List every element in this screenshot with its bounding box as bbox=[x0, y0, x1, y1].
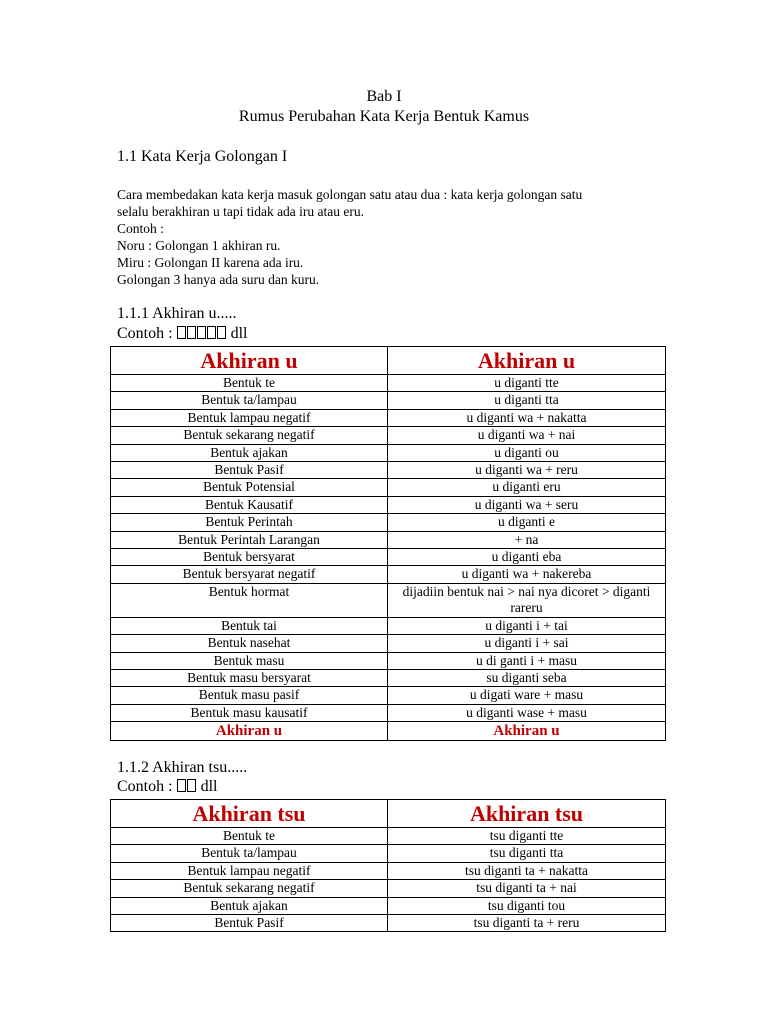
contoh-label: Contoh : bbox=[117, 778, 173, 795]
table-cell: Bentuk sekarang negatif bbox=[111, 880, 388, 897]
table-cell: Bentuk tai bbox=[111, 617, 388, 634]
table-cell: Bentuk lampau negatif bbox=[111, 862, 388, 879]
chapter-title: Bab I bbox=[366, 88, 402, 105]
table-row bbox=[111, 566, 666, 583]
paragraph-line: Noru : Golongan 1 akhiran ru. bbox=[117, 238, 281, 253]
table-row bbox=[111, 409, 666, 426]
contoh-suffix: dll bbox=[200, 778, 218, 795]
contoh-line-u bbox=[117, 325, 247, 343]
table-row bbox=[111, 897, 666, 914]
paragraph-line: Cara membedakan kata kerja masuk golongan satu atau dua : kata kerja golongan satu bbox=[117, 187, 583, 202]
table-cell: Bentuk te bbox=[111, 828, 388, 845]
paragraph-line: Golongan 3 hanya ada suru dan kuru. bbox=[117, 272, 320, 287]
table-cell: Bentuk masu kausatif bbox=[111, 704, 388, 721]
table-cell: u diganti i + tai bbox=[388, 617, 666, 634]
table-cell: Bentuk bersyarat negatif bbox=[111, 566, 388, 583]
table-row bbox=[111, 617, 666, 634]
table-row bbox=[111, 427, 666, 444]
table-cell: u diganti eba bbox=[388, 549, 666, 566]
table-row bbox=[111, 845, 666, 862]
table-cell: u diganti wa + nakatta bbox=[388, 409, 666, 426]
table-row bbox=[111, 375, 666, 392]
contoh-label: Contoh : bbox=[117, 325, 173, 342]
table-row bbox=[111, 652, 666, 669]
table-row bbox=[111, 479, 666, 496]
table-cell: u diganti wase + masu bbox=[388, 704, 666, 721]
table-row bbox=[111, 862, 666, 879]
table-header-row bbox=[111, 800, 666, 828]
table-cell: Bentuk Perintah Larangan bbox=[111, 531, 388, 548]
missing-glyph-boxes bbox=[177, 778, 197, 795]
table-row bbox=[111, 915, 666, 932]
paragraph-line: selalu berakhiran u tapi tidak ada iru atau eru. bbox=[117, 204, 365, 219]
table-row bbox=[111, 462, 666, 479]
table-header-cell: Akhiran tsu bbox=[111, 800, 388, 828]
table-cell: Bentuk ta/lampau bbox=[111, 392, 388, 409]
missing-glyph-boxes bbox=[177, 325, 227, 342]
table-cell: tsu diganti tte bbox=[388, 828, 666, 845]
table-cell: Bentuk masu pasif bbox=[111, 687, 388, 704]
table-footer-cell: Akhiran u bbox=[388, 722, 666, 741]
table-row bbox=[111, 531, 666, 548]
table-footer-cell: Akhiran u bbox=[111, 722, 388, 741]
contoh-line-tsu bbox=[117, 778, 217, 796]
table-cell: Bentuk Pasif bbox=[111, 915, 388, 932]
table-header-cell: Akhiran u bbox=[388, 347, 666, 375]
table-row bbox=[111, 828, 666, 845]
table-cell: u diganti wa + nai bbox=[388, 427, 666, 444]
table-cell: Bentuk te bbox=[111, 375, 388, 392]
table-cell: u diganti tte bbox=[388, 375, 666, 392]
table-footer-row bbox=[111, 722, 666, 741]
table-cell: u digati ware + masu bbox=[388, 687, 666, 704]
table-cell: Bentuk ajakan bbox=[111, 897, 388, 914]
table-row bbox=[111, 514, 666, 531]
table-cell: + na bbox=[388, 531, 666, 548]
contoh-suffix: dll bbox=[230, 325, 248, 342]
table-cell: su diganti seba bbox=[388, 669, 666, 686]
table-row bbox=[111, 583, 666, 617]
table-cell: Bentuk Perintah bbox=[111, 514, 388, 531]
table-header-cell: Akhiran tsu bbox=[388, 800, 666, 828]
paragraph-line: Miru : Golongan II karena ada iru. bbox=[117, 255, 304, 270]
table-row bbox=[111, 392, 666, 409]
section-paragraph bbox=[117, 186, 677, 288]
section-heading-1-1-1: 1.1.1 Akhiran u..... bbox=[117, 305, 237, 322]
table-cell: u diganti wa + nakereba bbox=[388, 566, 666, 583]
table-row bbox=[111, 549, 666, 566]
table-cell: u diganti tta bbox=[388, 392, 666, 409]
paragraph-line: Contoh : bbox=[117, 221, 164, 236]
table-cell: dijadiin bentuk nai > nai nya dicoret > diganti rareru bbox=[388, 583, 666, 617]
table-cell: Bentuk nasehat bbox=[111, 635, 388, 652]
table-cell: u diganti i + sai bbox=[388, 635, 666, 652]
table-row bbox=[111, 704, 666, 721]
table-cell: u diganti e bbox=[388, 514, 666, 531]
table-row bbox=[111, 687, 666, 704]
akhiran-u-table bbox=[110, 346, 666, 741]
table-cell: tsu diganti tou bbox=[388, 897, 666, 914]
table-cell: Bentuk Potensial bbox=[111, 479, 388, 496]
table-cell: tsu diganti ta + reru bbox=[388, 915, 666, 932]
table-cell: Bentuk Pasif bbox=[111, 462, 388, 479]
table-cell: Bentuk masu bbox=[111, 652, 388, 669]
table-cell: Bentuk bersyarat bbox=[111, 549, 388, 566]
table-cell: Bentuk masu bersyarat bbox=[111, 669, 388, 686]
table-cell: tsu diganti ta + nakatta bbox=[388, 862, 666, 879]
table-cell: tsu diganti ta + nai bbox=[388, 880, 666, 897]
table-cell: tsu diganti tta bbox=[388, 845, 666, 862]
table-row bbox=[111, 880, 666, 897]
table-row bbox=[111, 669, 666, 686]
table-header-row bbox=[111, 347, 666, 375]
table-cell: Bentuk lampau negatif bbox=[111, 409, 388, 426]
section-heading-1-1: 1.1 Kata Kerja Golongan I bbox=[117, 148, 288, 165]
table-cell: u diganti ou bbox=[388, 444, 666, 461]
table-cell: Bentuk Kausatif bbox=[111, 496, 388, 513]
table-cell: Bentuk ta/lampau bbox=[111, 845, 388, 862]
table-cell: u diganti eru bbox=[388, 479, 666, 496]
akhiran-tsu-table bbox=[110, 799, 666, 932]
table-cell: u diganti wa + seru bbox=[388, 496, 666, 513]
table-cell: Bentuk hormat bbox=[111, 583, 388, 617]
section-heading-1-1-2: 1.1.2 Akhiran tsu..... bbox=[117, 759, 248, 776]
table-row bbox=[111, 635, 666, 652]
table-cell: u diganti wa + reru bbox=[388, 462, 666, 479]
table-cell: u di ganti i + masu bbox=[388, 652, 666, 669]
table-header-cell: Akhiran u bbox=[111, 347, 388, 375]
table-cell: Bentuk ajakan bbox=[111, 444, 388, 461]
table-cell: Bentuk sekarang negatif bbox=[111, 427, 388, 444]
chapter-subtitle: Rumus Perubahan Kata Kerja Bentuk Kamus bbox=[238, 108, 530, 125]
table-row bbox=[111, 496, 666, 513]
table-row bbox=[111, 444, 666, 461]
